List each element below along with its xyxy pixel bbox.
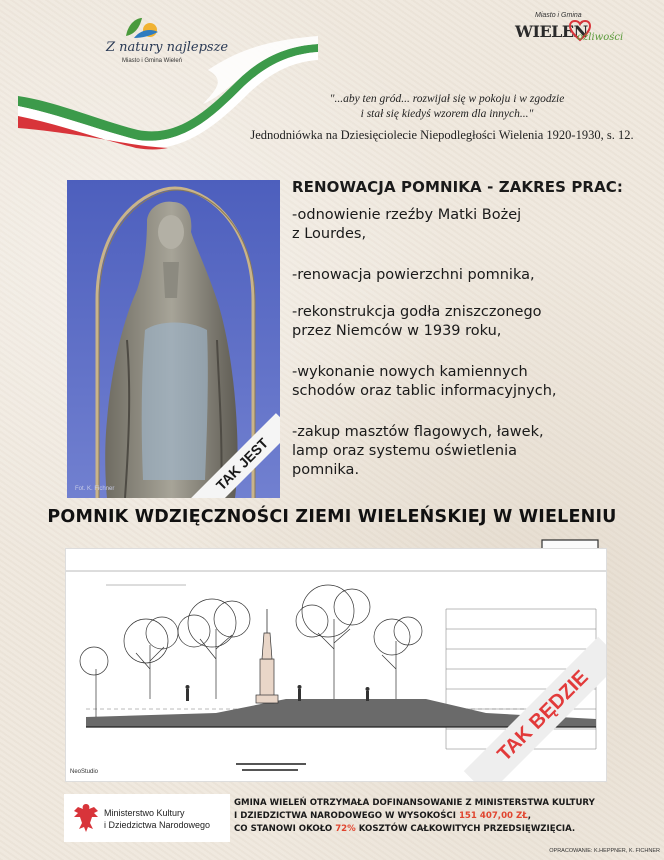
ministry-name-line-1: Ministerstwo Kultury xyxy=(104,808,185,818)
logo-left-subtitle: Miasto i Gmina Wieleń xyxy=(122,58,183,64)
z-natury-najlepsze-logo xyxy=(98,16,229,70)
scope-item: -odnowienie rzeźby Matki Bożej z Lourdes, xyxy=(292,207,522,242)
funding-statement xyxy=(234,797,634,836)
ministry-name-line-2: i Dziedzictwa Narodowego xyxy=(104,820,211,830)
photo-credit: Fot. K. Fichner xyxy=(75,486,115,492)
statue-photo xyxy=(67,180,280,498)
funding-line-3 xyxy=(234,823,634,836)
scope-item: -renowacja powierzchni pomnika, xyxy=(292,267,535,283)
quote-line-2: i stał się kiedyś wzorem dla innych..." xyxy=(360,108,534,120)
funding-text: , xyxy=(527,811,532,821)
quote xyxy=(262,92,632,122)
renovation-scope-title: RENOWACJA POMNIKA - ZAKRES PRAC: xyxy=(292,178,624,196)
monument-title: POMNIK WDZIĘCZNOŚCI ZIEMI WIELEŃSKIEJ W WIELENIU xyxy=(47,507,617,527)
quote-line-1: "...aby ten gród... rozwijał się w pokoju i w zgodzie xyxy=(329,93,565,105)
quote-citation: Jednodniówka na Dziesięciolecie Niepodległości Wielenia 1920-1930, s. 12. xyxy=(250,128,634,142)
logo-left-text: Z natury najlepsze xyxy=(106,40,229,55)
funding-percent: 72% xyxy=(335,824,356,834)
renovation-scope xyxy=(292,178,662,502)
funding-line-1 xyxy=(234,797,634,810)
funding-amount: 151 407,00 ZŁ xyxy=(458,811,528,821)
tak-jest-badge: TAK JEST xyxy=(191,413,280,498)
funding-text: KOSZTÓW CAŁKOWITYCH PRZEDSIĘWZIĘCIA. xyxy=(355,824,576,834)
logo-right-big: WIELEŃ xyxy=(515,22,588,41)
logo-right-small: Miasto i Gmina xyxy=(535,12,582,19)
funding-text: CO STANOWI OKOŁO xyxy=(234,824,336,834)
funding-line-2 xyxy=(234,810,634,823)
logo-right-tail: ożliwości xyxy=(577,32,624,43)
funding-text: I DZIEDZICTWA NARODOWEGO W WYSOKOŚCI xyxy=(234,811,459,821)
scope-item: -wykonanie nowych kamiennych schodów oraz tablic informacyjnych, xyxy=(292,364,557,399)
polish-eagle-icon xyxy=(72,801,100,835)
architectural-drawing xyxy=(65,548,607,782)
drawing-studio: NeoStudio xyxy=(70,769,99,775)
wielen-mozliwosci-logo xyxy=(515,10,624,56)
ministry-logo xyxy=(64,794,230,842)
prepared-by: OPRACOWANIE: K.HEPPNER, K. FICHNER xyxy=(549,848,660,854)
scope-item: -rekonstrukcja godła zniszczonego przez Niemców w 1939 roku, xyxy=(292,304,542,339)
sun-leaf-icon xyxy=(120,16,160,40)
funding-text: GMINA WIELEŃ OTRZYMAŁA DOFINANSOWANIE Z MINISTERSTWA KULTURY xyxy=(234,798,595,808)
tak-bedzie-badge: TAK BĘDZIE xyxy=(464,637,607,782)
scope-item: -zakup masztów flagowych, ławek, lamp oraz systemu oświetlenia pomnika. xyxy=(292,424,544,478)
